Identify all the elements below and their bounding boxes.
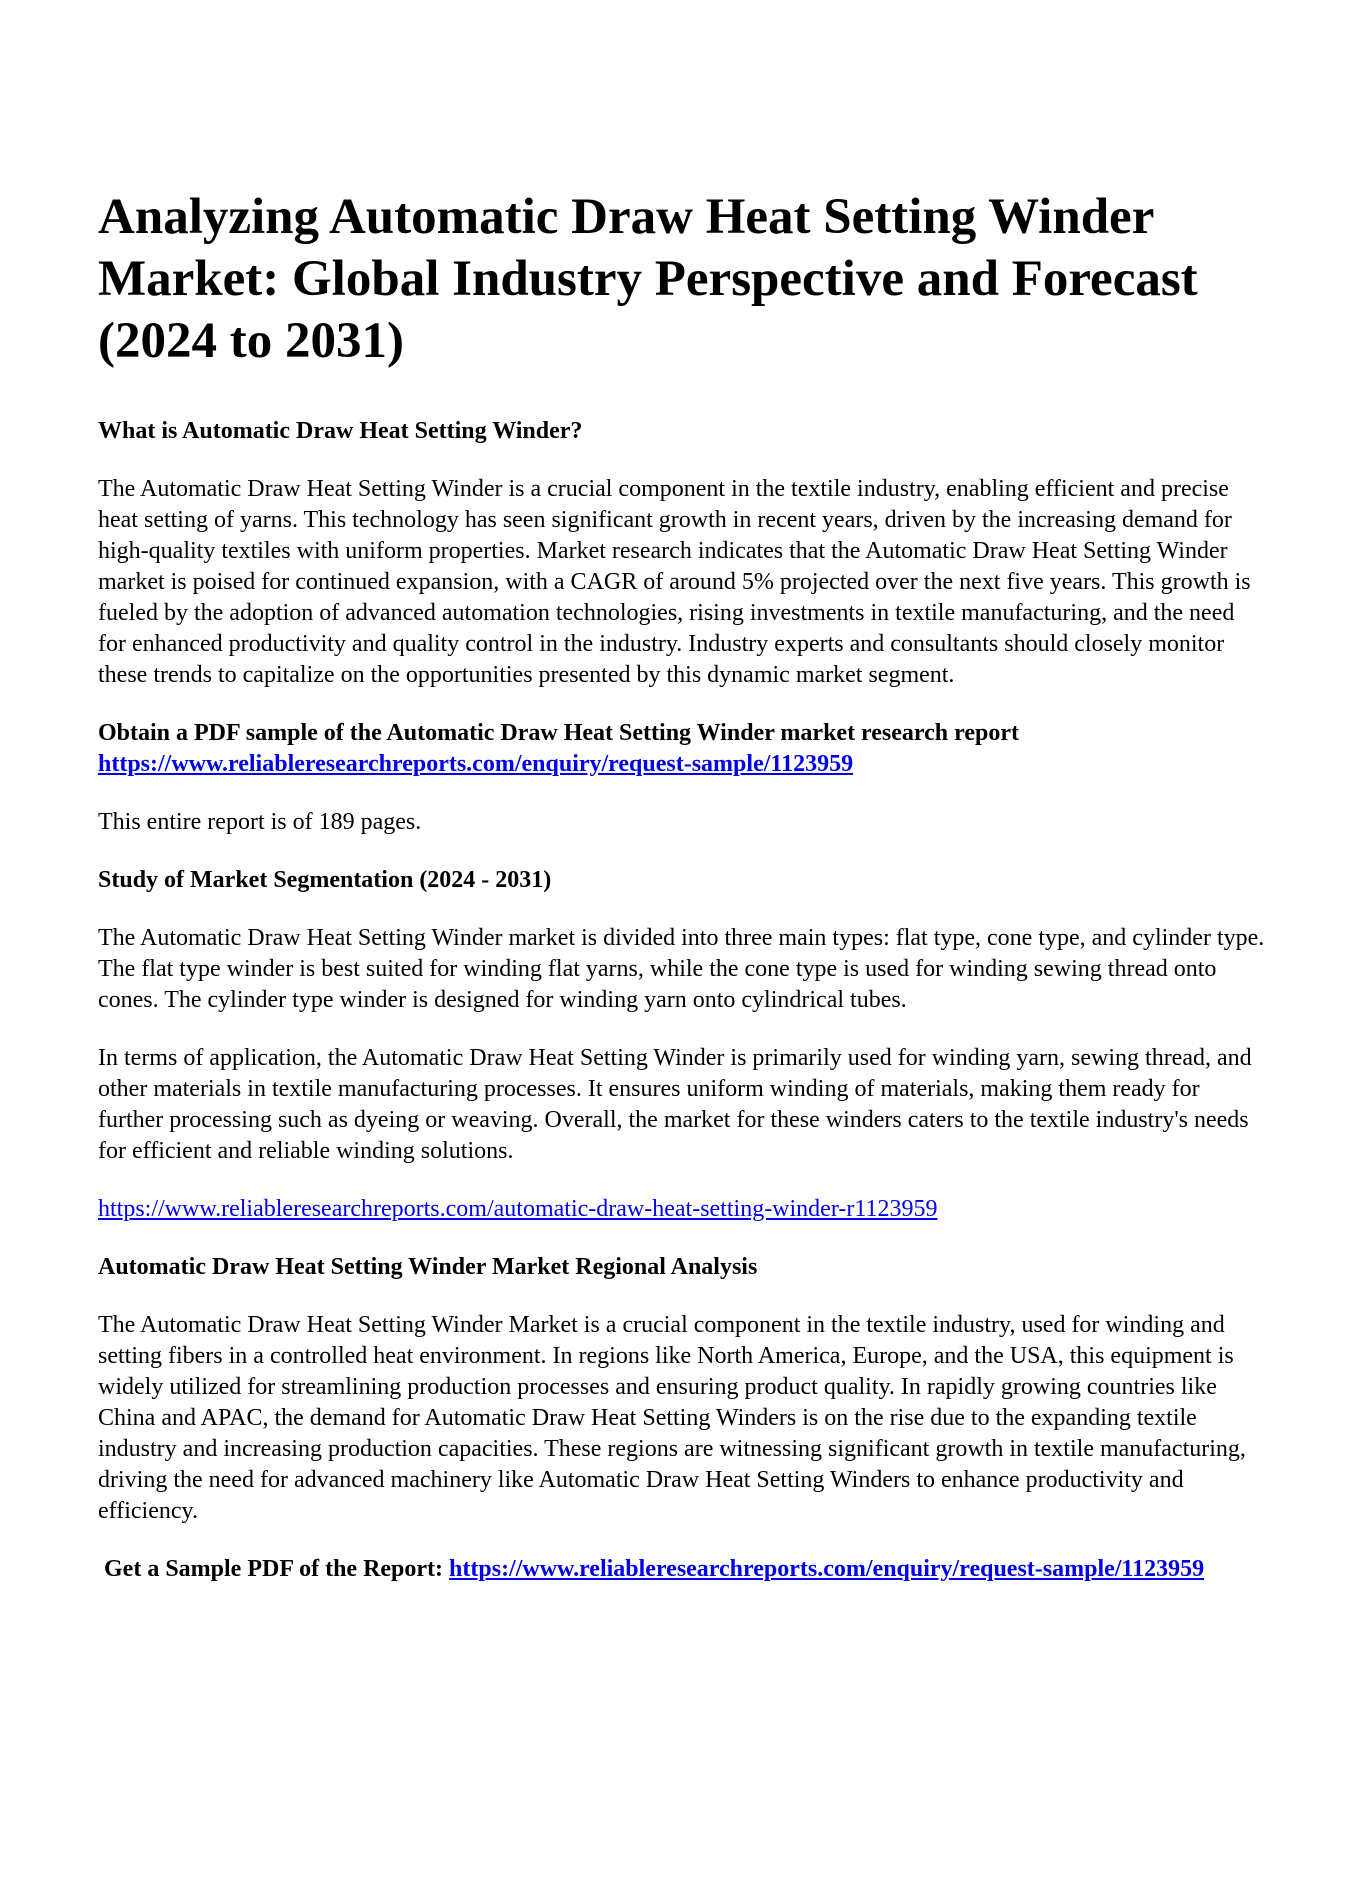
page-title: Analyzing Automatic Draw Heat Setting Winder Market: Global Industry Perspective and Forecast (2024 to 2031) [98, 189, 1198, 369]
report-link-paragraph [98, 1194, 1268, 1225]
sample-request-text: Obtain a PDF sample of the Automatic Draw Heat Setting Winder market research report [98, 720, 1019, 746]
sample-request-paragraph [98, 718, 1268, 780]
sample-pdf-text: Get a Sample PDF of the Report: [104, 1556, 450, 1582]
segmentation-heading: Study of Market Segmentation (2024 - 2031) [98, 867, 552, 893]
sample-request-link[interactable]: https://www.reliableresearchreports.com/enquiry/request-sample/1123959 [98, 751, 854, 777]
regional-heading: Automatic Draw Heat Setting Winder Market Regional Analysis [98, 1254, 758, 1280]
document-page [98, 186, 1268, 1612]
sample-pdf-paragraph [98, 1554, 1268, 1585]
segmentation-paragraph-application: In terms of application, the Automatic Draw Heat Setting Winder is primarily used for winding yarn, sewing thread, and other materials in textile manufacturing processes. It ensures uniform winding of materials, making them ready for further processing such as dyeing or weaving. Overall, the market for these winders caters to the textile industry's needs for efficient and reliable winding solutions. [98, 1045, 1252, 1164]
what-is-paragraph: The Automatic Draw Heat Setting Winder is a crucial component in the textile industry, enabling efficient and precise heat setting of yarns. This technology has seen significant growth in recent years, driven by the increasing demand for high-quality textiles with uniform properties. Market research indicates that the Automatic Draw Heat Setting Winder market is poised for continued expansion, with a CAGR of around 5% projected over the next five years. This growth is fueled by the adoption of advanced automation technologies, rising investments in textile manufacturing, and the need for enhanced productivity and quality control in the industry. Industry experts and consultants should closely monitor these trends to capitalize on the opportunities presented by this dynamic market segment. [98, 476, 1251, 688]
pages-note: This entire report is of 189 pages. [98, 809, 422, 835]
what-is-heading: What is Automatic Draw Heat Setting Winder? [98, 418, 583, 444]
report-link[interactable]: https://www.reliableresearchreports.com/automatic-draw-heat-setting-winder-r1123959 [98, 1196, 938, 1222]
regional-paragraph: The Automatic Draw Heat Setting Winder Market is a crucial component in the textile industry, used for winding and setting fibers in a controlled heat environment. In regions like North America, Europe, and the USA, this equipment is widely utilized for streamlining production processes and ensuring product quality. In rapidly growing countries like China and APAC, the demand for Automatic Draw Heat Setting Winders is on the rise due to the expanding textile industry and increasing production capacities. These regions are witnessing significant growth in textile manufacturing, driving the need for advanced machinery like Automatic Draw Heat Setting Winders to enhance productivity and efficiency. [98, 1312, 1246, 1524]
sample-pdf-link[interactable]: https://www.reliableresearchreports.com/enquiry/request-sample/1123959 [449, 1556, 1205, 1582]
segmentation-paragraph-types: The Automatic Draw Heat Setting Winder market is divided into three main types: flat type, cone type, and cylinder type. The flat type winder is best suited for winding flat yarns, while the cone type is used for winding sewing thread onto cones. The cylinder type winder is designed for winding yarn onto cylindrical tubes. [98, 925, 1265, 1013]
